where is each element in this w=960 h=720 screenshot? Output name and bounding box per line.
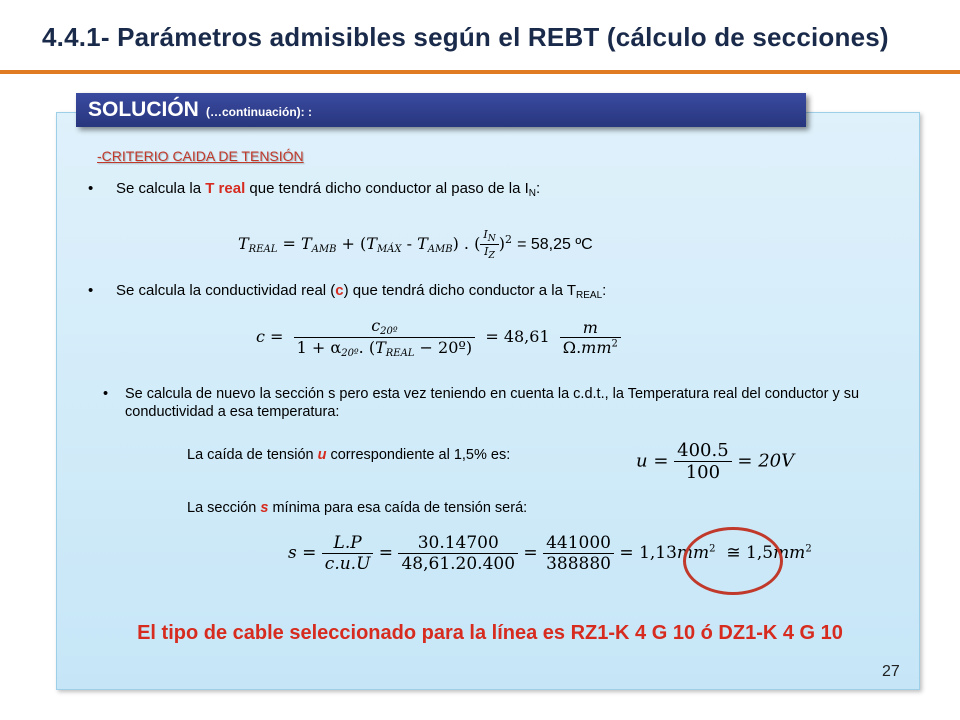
- min-section-text: La sección: [187, 500, 261, 516]
- min-section-formula: s = $\frac{L.P}{c.u.U}$ = $\frac{30.14700}{48,61.20.400}$ = $\frac{441000}{388880}$ = $1,13mm^2$ ≅ $1,5mm^2$: [288, 533, 812, 574]
- page-number: 27: [882, 663, 900, 680]
- voltage-drop-text: La caída de tensión: [187, 447, 318, 463]
- s-frac3-den: 388880: [546, 554, 611, 574]
- voltage-drop-formula: u = $\frac{400.5}{100}$ = 20V: [636, 440, 795, 483]
- real-temperature-equation: $T_{REAL} = T_{AMB} + (T_{MÁX} - T_{AMB})$ . ( $\frac{I_N}{I_Z}$ )$^2$ = 58,25 ºC: [238, 228, 593, 262]
- voltage-drop-text-post: correspondiente al 1,5% es:: [326, 447, 511, 463]
- bullet-dot-icon: •: [88, 282, 94, 299]
- voltage-drop-line: [187, 447, 510, 463]
- bullet2-text: Se calcula la conductividad real (: [116, 282, 336, 299]
- s-frac1-num: L.P: [322, 533, 374, 554]
- criterion-heading: -CRITERIO CAIDA DE TENSIÓN: [97, 148, 304, 164]
- min-section-line: [187, 500, 527, 516]
- bullet1-text: Se calcula la: [116, 180, 206, 197]
- continuation-label: (…continuación): :: [206, 105, 312, 119]
- u-denominator: 100: [685, 462, 721, 483]
- bullet-dot-icon: •: [88, 180, 94, 197]
- slide-title: 4.4.1- Parámetros admisibles según el REBT (cálculo de secciones): [42, 22, 889, 52]
- min-section-var: s: [260, 500, 269, 516]
- conclusion-text: El tipo de cable seleccionado para la línea es RZ1-K 4 G 10 ó DZ1-K 4 G 10: [137, 622, 843, 644]
- solution-header-bar: [76, 93, 806, 127]
- bullet2-end: :: [602, 282, 607, 299]
- bullet2-text-post: ) que tendrá dicho conductor a la T: [343, 282, 577, 299]
- s-frac1-den: c.u.U: [324, 554, 371, 574]
- u-numerator: 400.5: [674, 440, 732, 462]
- bullet1-text-post: que tendrá dicho conductor al paso de la I: [245, 180, 529, 197]
- real-temperature-result: = 58,25 ºC: [517, 236, 593, 254]
- s-result-2: 1,5: [746, 543, 774, 563]
- bullet1-subscript: N: [528, 188, 537, 199]
- highlight-circle: [683, 527, 783, 595]
- bullet2-highlight: c: [335, 282, 344, 299]
- min-section-text-post: mínima para esa caída de tensión será:: [268, 500, 528, 516]
- s-frac2-num: 30.14700: [398, 533, 518, 554]
- bullet1-end: :: [536, 180, 541, 197]
- voltage-drop-var: u: [317, 447, 327, 463]
- conductivity-equation: c = $\frac{c_{20º}}{1 + \alpha_{20º}. (T_{REAL} - 20º)}$ = 48,61 $\frac{m}{\Omega.mm^2}$: [256, 316, 621, 359]
- bullet1-highlight: T real: [205, 180, 246, 197]
- solution-label: SOLUCIÓN: [88, 98, 199, 121]
- s-result-1: 1,13: [639, 543, 677, 563]
- bullet2-subscript: REAL: [576, 290, 603, 301]
- s-frac2-den: 48,61.20.400: [401, 554, 516, 574]
- s-frac3-num: 441000: [543, 533, 614, 554]
- conductivity-result: 48,61: [503, 327, 550, 346]
- title-divider: [0, 70, 960, 74]
- bullet-dot-icon: •: [103, 386, 109, 402]
- bullet3-text: Se calcula de nuevo la sección s pero esta vez teniendo en cuenta la c.d.t., la Temperatura real del conductor y su conductividad a esa temperatura:: [125, 386, 860, 420]
- u-result: 20V: [758, 450, 795, 472]
